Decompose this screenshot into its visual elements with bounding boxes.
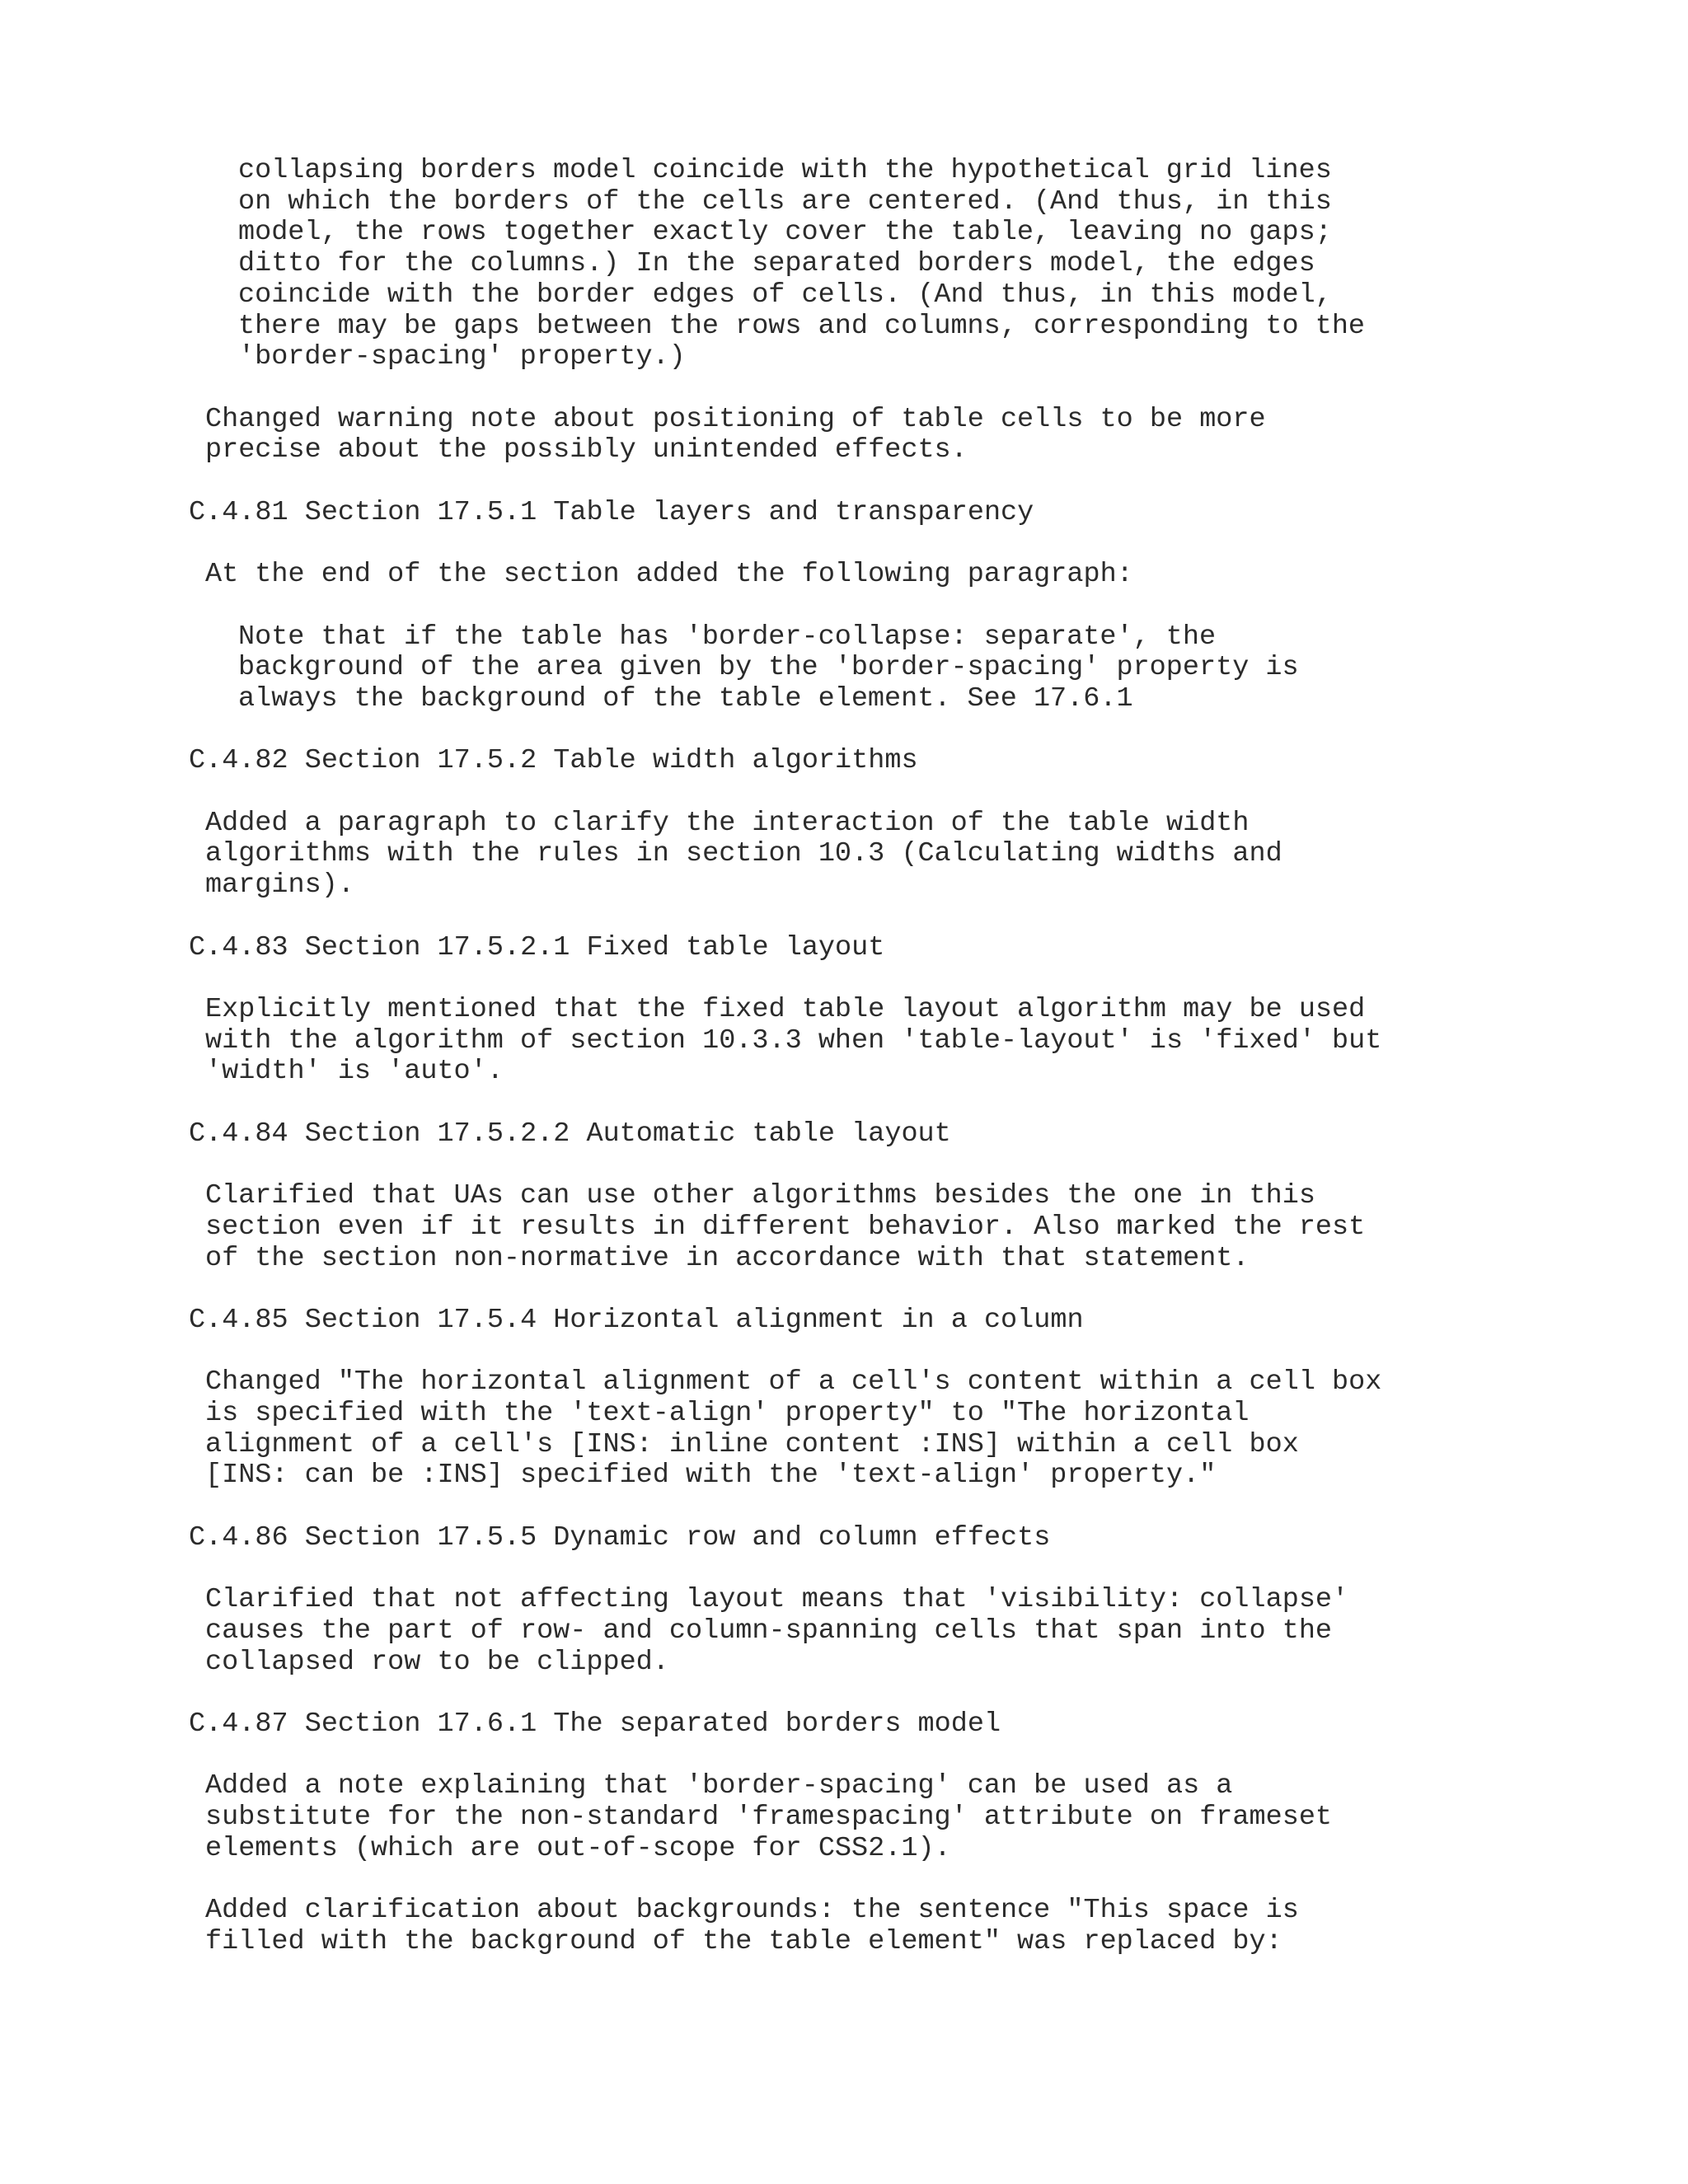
- text-line: Clarified that UAs can use other algorithms besides the one in this: [205, 1180, 1315, 1212]
- text-line: always the background of the table element. See 17.6.1: [238, 683, 1133, 715]
- text-line: background of the area given by the 'border-spacing' property is: [238, 652, 1299, 683]
- text-line: 'border-spacing' property.): [238, 341, 686, 373]
- text-line: C.4.87 Section 17.6.1 The separated borders model: [189, 1708, 1001, 1740]
- text-line: collapsed row to be clipped.: [205, 1647, 669, 1678]
- text-line: Changed "The horizontal alignment of a cell's content within a cell box: [205, 1366, 1382, 1398]
- text-line: algorithms with the rules in section 10.3 (Calculating widths and: [205, 838, 1282, 869]
- text-line: C.4.82 Section 17.5.2 Table width algorithms: [189, 745, 918, 776]
- text-line: substitute for the non-standard 'framespacing' attribute on frameset: [205, 1802, 1333, 1833]
- text-line: coincide with the border edges of cells. (And thus, in this model,: [238, 279, 1332, 311]
- text-line: Changed warning note about positioning of table cells to be more: [205, 404, 1266, 435]
- text-line: Note that if the table has 'border-collapse: separate', the: [238, 621, 1217, 653]
- text-line: filled with the background of the table element" was replaced by:: [205, 1926, 1282, 1957]
- text-line: is specified with the 'text-align' property" to "The horizontal: [205, 1398, 1250, 1429]
- text-line: C.4.86 Section 17.5.5 Dynamic row and column effects: [189, 1522, 1051, 1554]
- text-line: of the section non-normative in accordance with that statement.: [205, 1243, 1250, 1274]
- text-line: Clarified that not affecting layout means that 'visibility: collapse': [205, 1584, 1349, 1615]
- text-line: collapsing borders model coincide with the hypothetical grid lines: [238, 155, 1332, 186]
- text-line: C.4.85 Section 17.5.4 Horizontal alignment in a column: [189, 1305, 1084, 1336]
- text-line: section even if it results in different behavior. Also marked the rest: [205, 1212, 1366, 1243]
- text-line: margins).: [205, 869, 354, 901]
- text-line: Added a note explaining that 'border-spacing' can be used as a: [205, 1770, 1233, 1802]
- text-line: model, the rows together exactly cover the table, leaving no gaps;: [238, 217, 1332, 248]
- text-line: Added clarification about backgrounds: the sentence "This space is: [205, 1895, 1299, 1926]
- text-line: precise about the possibly unintended effects.: [205, 434, 968, 466]
- text-line: elements (which are out-of-scope for CSS2.1).: [205, 1833, 951, 1864]
- text-line: 'width' is 'auto'.: [205, 1056, 504, 1087]
- text-line: C.4.84 Section 17.5.2.2 Automatic table layout: [189, 1118, 951, 1150]
- text-line: ditto for the columns.) In the separated borders model, the edges: [238, 248, 1315, 279]
- text-line: C.4.83 Section 17.5.2.1 Fixed table layout: [189, 932, 885, 963]
- text-line: At the end of the section added the following paragraph:: [205, 559, 1133, 590]
- text-line: [INS: can be :INS] specified with the 'text-align' property.": [205, 1460, 1217, 1491]
- text-line: Explicitly mentioned that the fixed table layout algorithm may be used: [205, 994, 1366, 1025]
- text-line: there may be gaps between the rows and columns, corresponding to the: [238, 311, 1366, 342]
- text-line: causes the part of row- and column-spanning cells that span into the: [205, 1615, 1333, 1647]
- text-line: with the algorithm of section 10.3.3 when 'table-layout' is 'fixed' but: [205, 1025, 1382, 1057]
- text-line: C.4.81 Section 17.5.1 Table layers and transparency: [189, 497, 1034, 528]
- text-line: alignment of a cell's [INS: inline content :INS] within a cell box: [205, 1429, 1299, 1460]
- text-line: Added a paragraph to clarify the interaction of the table width: [205, 808, 1250, 839]
- text-line: on which the borders of the cells are centered. (And thus, in this: [238, 186, 1332, 218]
